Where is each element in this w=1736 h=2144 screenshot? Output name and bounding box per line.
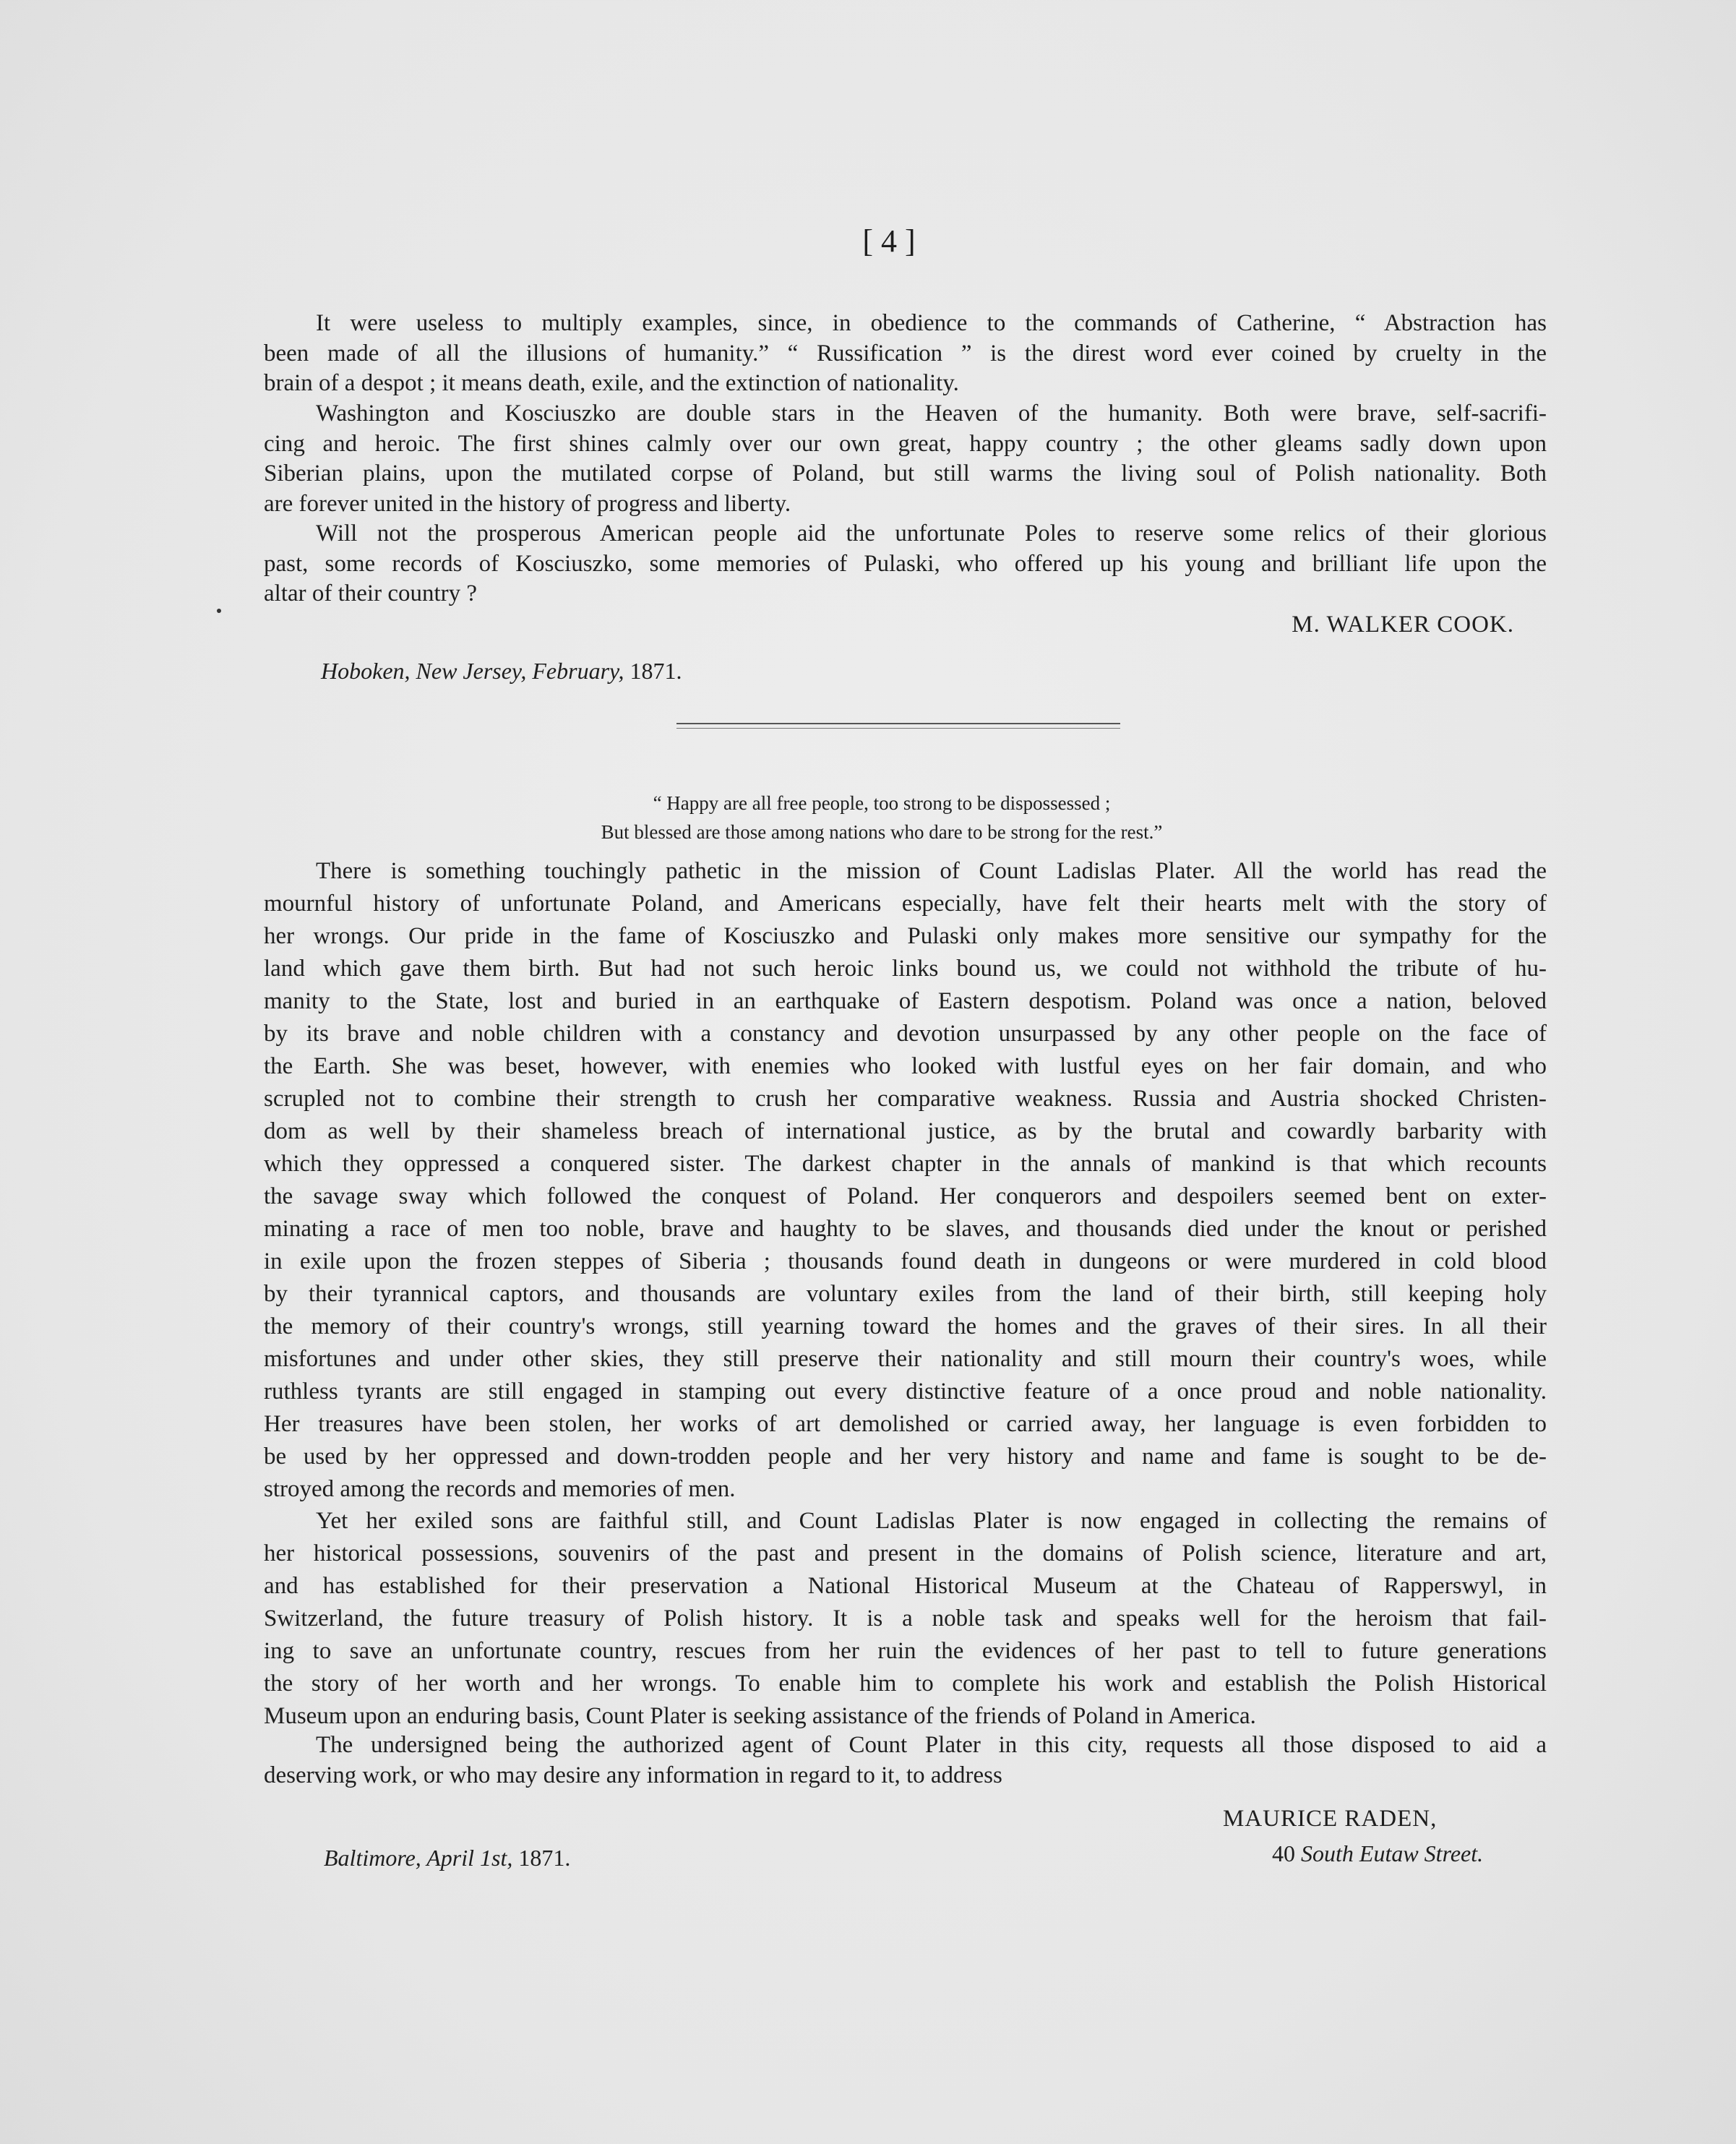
text-line: manity to the State, lost and buried in an earthquake of Eastern despotism. Poland was once a nation, beloved xyxy=(264,988,1547,1014)
dateline-year: 1871. xyxy=(518,1845,571,1871)
paragraph-appeal xyxy=(264,519,1547,609)
text-line: deserving work, or who may desire any information in regard to it, to address xyxy=(264,1762,1002,1788)
text-line: in exile upon the frozen steppes of Siberia ; thousands found death in dungeons or were murdered in cold blood xyxy=(264,1248,1547,1274)
address-number: 40 xyxy=(1272,1840,1295,1866)
text-line: and has established for their preservation a National Historical Museum at the Chateau of Rapperswyl, in xyxy=(264,1573,1547,1599)
text-line: ing to save an unfortunate country, rescues from her ruin the evidences of her past to tell to future generations xyxy=(264,1638,1547,1664)
address xyxy=(1272,1840,1483,1867)
text-line: scrupled not to combine their strength to crush her comparative weakness. Russia and Austria shocked Christen- xyxy=(264,1086,1547,1112)
text-line: the Earth. She was beset, however, with enemies who looked with lustful eyes on her fair domain, and who xyxy=(264,1053,1547,1079)
text-line: The undersigned being the authorized agent of Count Plater in this city, requests all those disposed to aid a xyxy=(316,1732,1547,1758)
signature-walker-cook: M. WALKER COOK. xyxy=(1292,612,1514,638)
text-line: It were useless to multiply examples, since, in obedience to the commands of Catherine, “ Abstraction has xyxy=(316,310,1547,336)
paragraph-agent xyxy=(264,1731,1547,1791)
dateline-baltimore xyxy=(324,1845,570,1871)
text-line: brain of a despot ; it means death, exile, and the extinction of nationality. xyxy=(264,370,959,397)
text-line: dom as well by their shameless breach of international justice, as by the brutal and cowardly barbarity with xyxy=(264,1118,1547,1144)
text-line: are forever united in the history of progress and liberty. xyxy=(264,490,791,517)
dateline-place: Baltimore, April 1st, xyxy=(324,1845,513,1871)
text-line: Her treasures have been stolen, her works of art demolished or carried away, her language is even forbidden to xyxy=(264,1411,1547,1437)
dateline-place: Hoboken, New Jersey, February, xyxy=(321,658,624,684)
text-line: be used by her oppressed and down-trodden people and her very history and name and fame is sought to be de- xyxy=(264,1444,1547,1470)
text-line: her historical possessions, souvenirs of the past and present in the domains of Polish science, literature and art, xyxy=(264,1540,1547,1566)
text-line: ruthless tyrants are still engaged in stamping out every distinctive feature of a once proud and noble nationality. xyxy=(264,1378,1547,1405)
text-line: been made of all the illusions of humanity.” “ Russification ” is the direst word ever coined by cruelty in the xyxy=(264,340,1547,366)
text-line: by their tyrannical captors, and thousands are voluntary exiles from the land of their birth, still keeping holy xyxy=(264,1281,1547,1307)
text-line: the story of her worth and her wrongs. To enable him to complete his work and establish the Polish Historical xyxy=(264,1671,1547,1697)
epigraph-line-2: But blessed are those among nations who dare to be strong for the rest.” xyxy=(601,821,1163,843)
address-street: South Eutaw Street. xyxy=(1301,1840,1484,1866)
paragraph-museum xyxy=(264,1505,1547,1733)
text-line: cing and heroic. The first shines calmly over our own great, happy country ; the other gleams sadly down upon xyxy=(264,430,1547,457)
text-line: altar of their country ? xyxy=(264,580,478,607)
text-line: past, some records of Kosciuszko, some memories of Pulaski, who offered up his young and brilliant life upon the xyxy=(264,550,1547,577)
text-line: Switzerland, the future treasury of Polish history. It is a noble task and speaks well for the heroism that fail- xyxy=(264,1605,1547,1631)
text-line: There is something touchingly pathetic in the mission of Count Ladislas Plater. All the world has read the xyxy=(316,858,1547,884)
paragraph-plater-mission xyxy=(264,855,1547,1506)
text-line: her wrongs. Our pride in the fame of Kosciuszko and Pulaski only makes more sensitive our sympathy for the xyxy=(264,923,1547,949)
text-line: by its brave and noble children with a constancy and devotion unsurpassed by any other people on the face of xyxy=(264,1021,1547,1047)
ink-speck xyxy=(217,609,221,613)
text-line: land which gave them birth. But had not such heroic links bound us, we could not withhold the tribute of hu- xyxy=(264,956,1547,982)
text-line: the memory of their country's wrongs, still yearning toward the homes and the graves of their sires. In all their xyxy=(264,1313,1547,1339)
text-line: misfortunes and under other skies, they still preserve their nationality and still mourn their country's woes, while xyxy=(264,1346,1547,1372)
text-line: Museum upon an enduring basis, Count Plater is seeking assistance of the friends of Poland in America. xyxy=(264,1703,1256,1729)
text-line: the savage sway which followed the conquest of Poland. Her conquerors and despoilers seemed bent on exter- xyxy=(264,1183,1547,1209)
text-line: Yet her exiled sons are faithful still, and Count Ladislas Plater is now engaged in collecting the remains of xyxy=(316,1508,1547,1534)
text-line: which they oppressed a conquered sister. The darkest chapter in the annals of mankind is that which recounts xyxy=(264,1151,1547,1177)
text-line: Washington and Kosciuszko are double stars in the Heaven of the humanity. Both were brave, self-sacrifi- xyxy=(316,400,1547,426)
text-line: Will not the prosperous American people aid the unfortunate Poles to reserve some relics of their glorious xyxy=(316,520,1547,546)
text-line: mournful history of unfortunate Poland, and Americans especially, have felt their hearts melt with the story of xyxy=(264,891,1547,917)
paragraph-washington-kosciuszko xyxy=(264,399,1547,519)
page-number: [ 4 ] xyxy=(862,223,916,259)
text-line: minating a race of men too noble, brave and haughty to be slaves, and thousands died under the knout or perished xyxy=(264,1216,1547,1242)
text-line: stroyed among the records and memories of men. xyxy=(264,1476,736,1502)
paragraph-catherine xyxy=(264,309,1547,399)
dateline-year: 1871. xyxy=(629,658,682,684)
text-line: Siberian plains, upon the mutilated corpse of Poland, but still warms the living soul of Polish nationality. Both xyxy=(264,460,1547,487)
dateline-hoboken xyxy=(321,658,682,685)
signature-maurice-raden: MAURICE RADEN, xyxy=(1223,1806,1438,1832)
epigraph-line-1: “ Happy are all free people, too strong to be dispossessed ; xyxy=(653,792,1111,814)
section-divider xyxy=(676,723,1120,729)
